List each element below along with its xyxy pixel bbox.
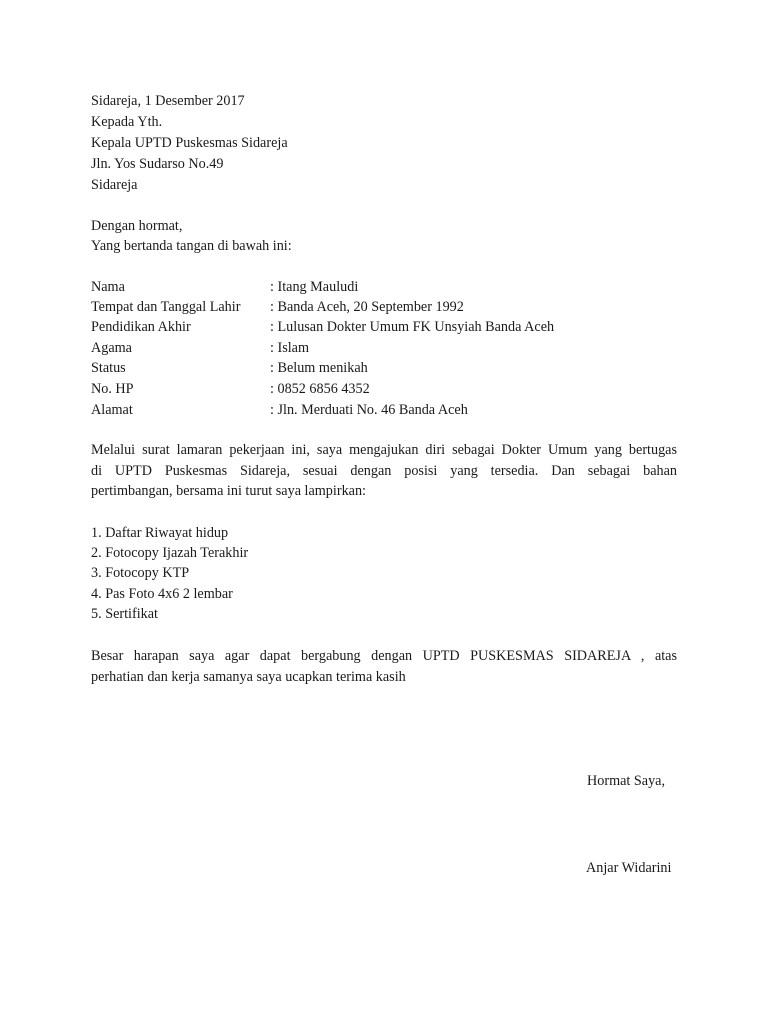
identity-label: No. HP <box>91 381 134 397</box>
identity-value: : Islam <box>270 340 310 356</box>
identity-value: : Lulusan Dokter Umum FK Unsyiah Banda Aceh <box>270 319 555 335</box>
identity-value: : 0852 6856 4352 <box>270 381 370 397</box>
identity-label: Nama <box>91 279 125 295</box>
identity-label: Tempat dan Tanggal Lahir <box>91 299 241 315</box>
paragraph-line: pertimbangan, bersama ini turut saya lampirkan: <box>91 483 366 499</box>
list-item: 2. Fotocopy Ijazah Terakhir <box>91 545 249 561</box>
signature-name: Anjar Widarini <box>586 860 672 876</box>
addressee-to: Kepada Yth. <box>91 114 163 130</box>
identity-label: Pendidikan Akhir <box>91 319 191 335</box>
addressee-recipient: Kepala UPTD Puskesmas Sidareja <box>91 135 288 151</box>
identity-value: : Banda Aceh, 20 September 1992 <box>270 299 464 315</box>
addressee-street: Jln. Yos Sudarso No.49 <box>91 156 224 172</box>
identity-value: : Itang Mauludi <box>270 279 359 295</box>
identity-value: : Belum menikah <box>270 360 368 376</box>
identity-label: Status <box>91 360 126 376</box>
addressee-city: Sidareja <box>91 177 138 193</box>
paragraph-line: di UPTD Puskesmas Sidareja, sesuai dengan posisi yang tersedia. Dan sebagai bahan <box>91 462 677 479</box>
paragraph-line: Melalui surat lamaran pekerjaan ini, saya mengajukan diri sebagai Dokter Umum yang bertugas <box>91 442 677 458</box>
identity-value: : Jln. Merduati No. 46 Banda Aceh <box>270 402 468 418</box>
identity-label: Alamat <box>91 402 133 418</box>
list-item: 1. Daftar Riwayat hidup <box>91 525 229 541</box>
paragraph-line: Besar harapan saya agar dapat bergabung dengan UPTD PUSKESMAS SIDAREJA , atas <box>91 648 677 664</box>
paragraph-line: perhatian dan kerja samanya saya ucapkan terima kasih <box>91 668 406 685</box>
intro-text: Yang bertanda tangan di bawah ini: <box>91 238 292 254</box>
list-item: 5. Sertifikat <box>91 606 158 622</box>
place-date: Sidareja, 1 Desember 2017 <box>91 93 245 109</box>
closing-paragraph <box>91 646 677 687</box>
closing-regards: Hormat Saya, <box>587 773 666 789</box>
identity-label: Agama <box>91 340 132 356</box>
list-item: 3. Fotocopy KTP <box>91 565 190 581</box>
salutation: Dengan hormat, <box>91 218 183 234</box>
application-paragraph <box>91 440 677 502</box>
list-item: 4. Pas Foto 4x6 2 lembar <box>91 586 233 602</box>
